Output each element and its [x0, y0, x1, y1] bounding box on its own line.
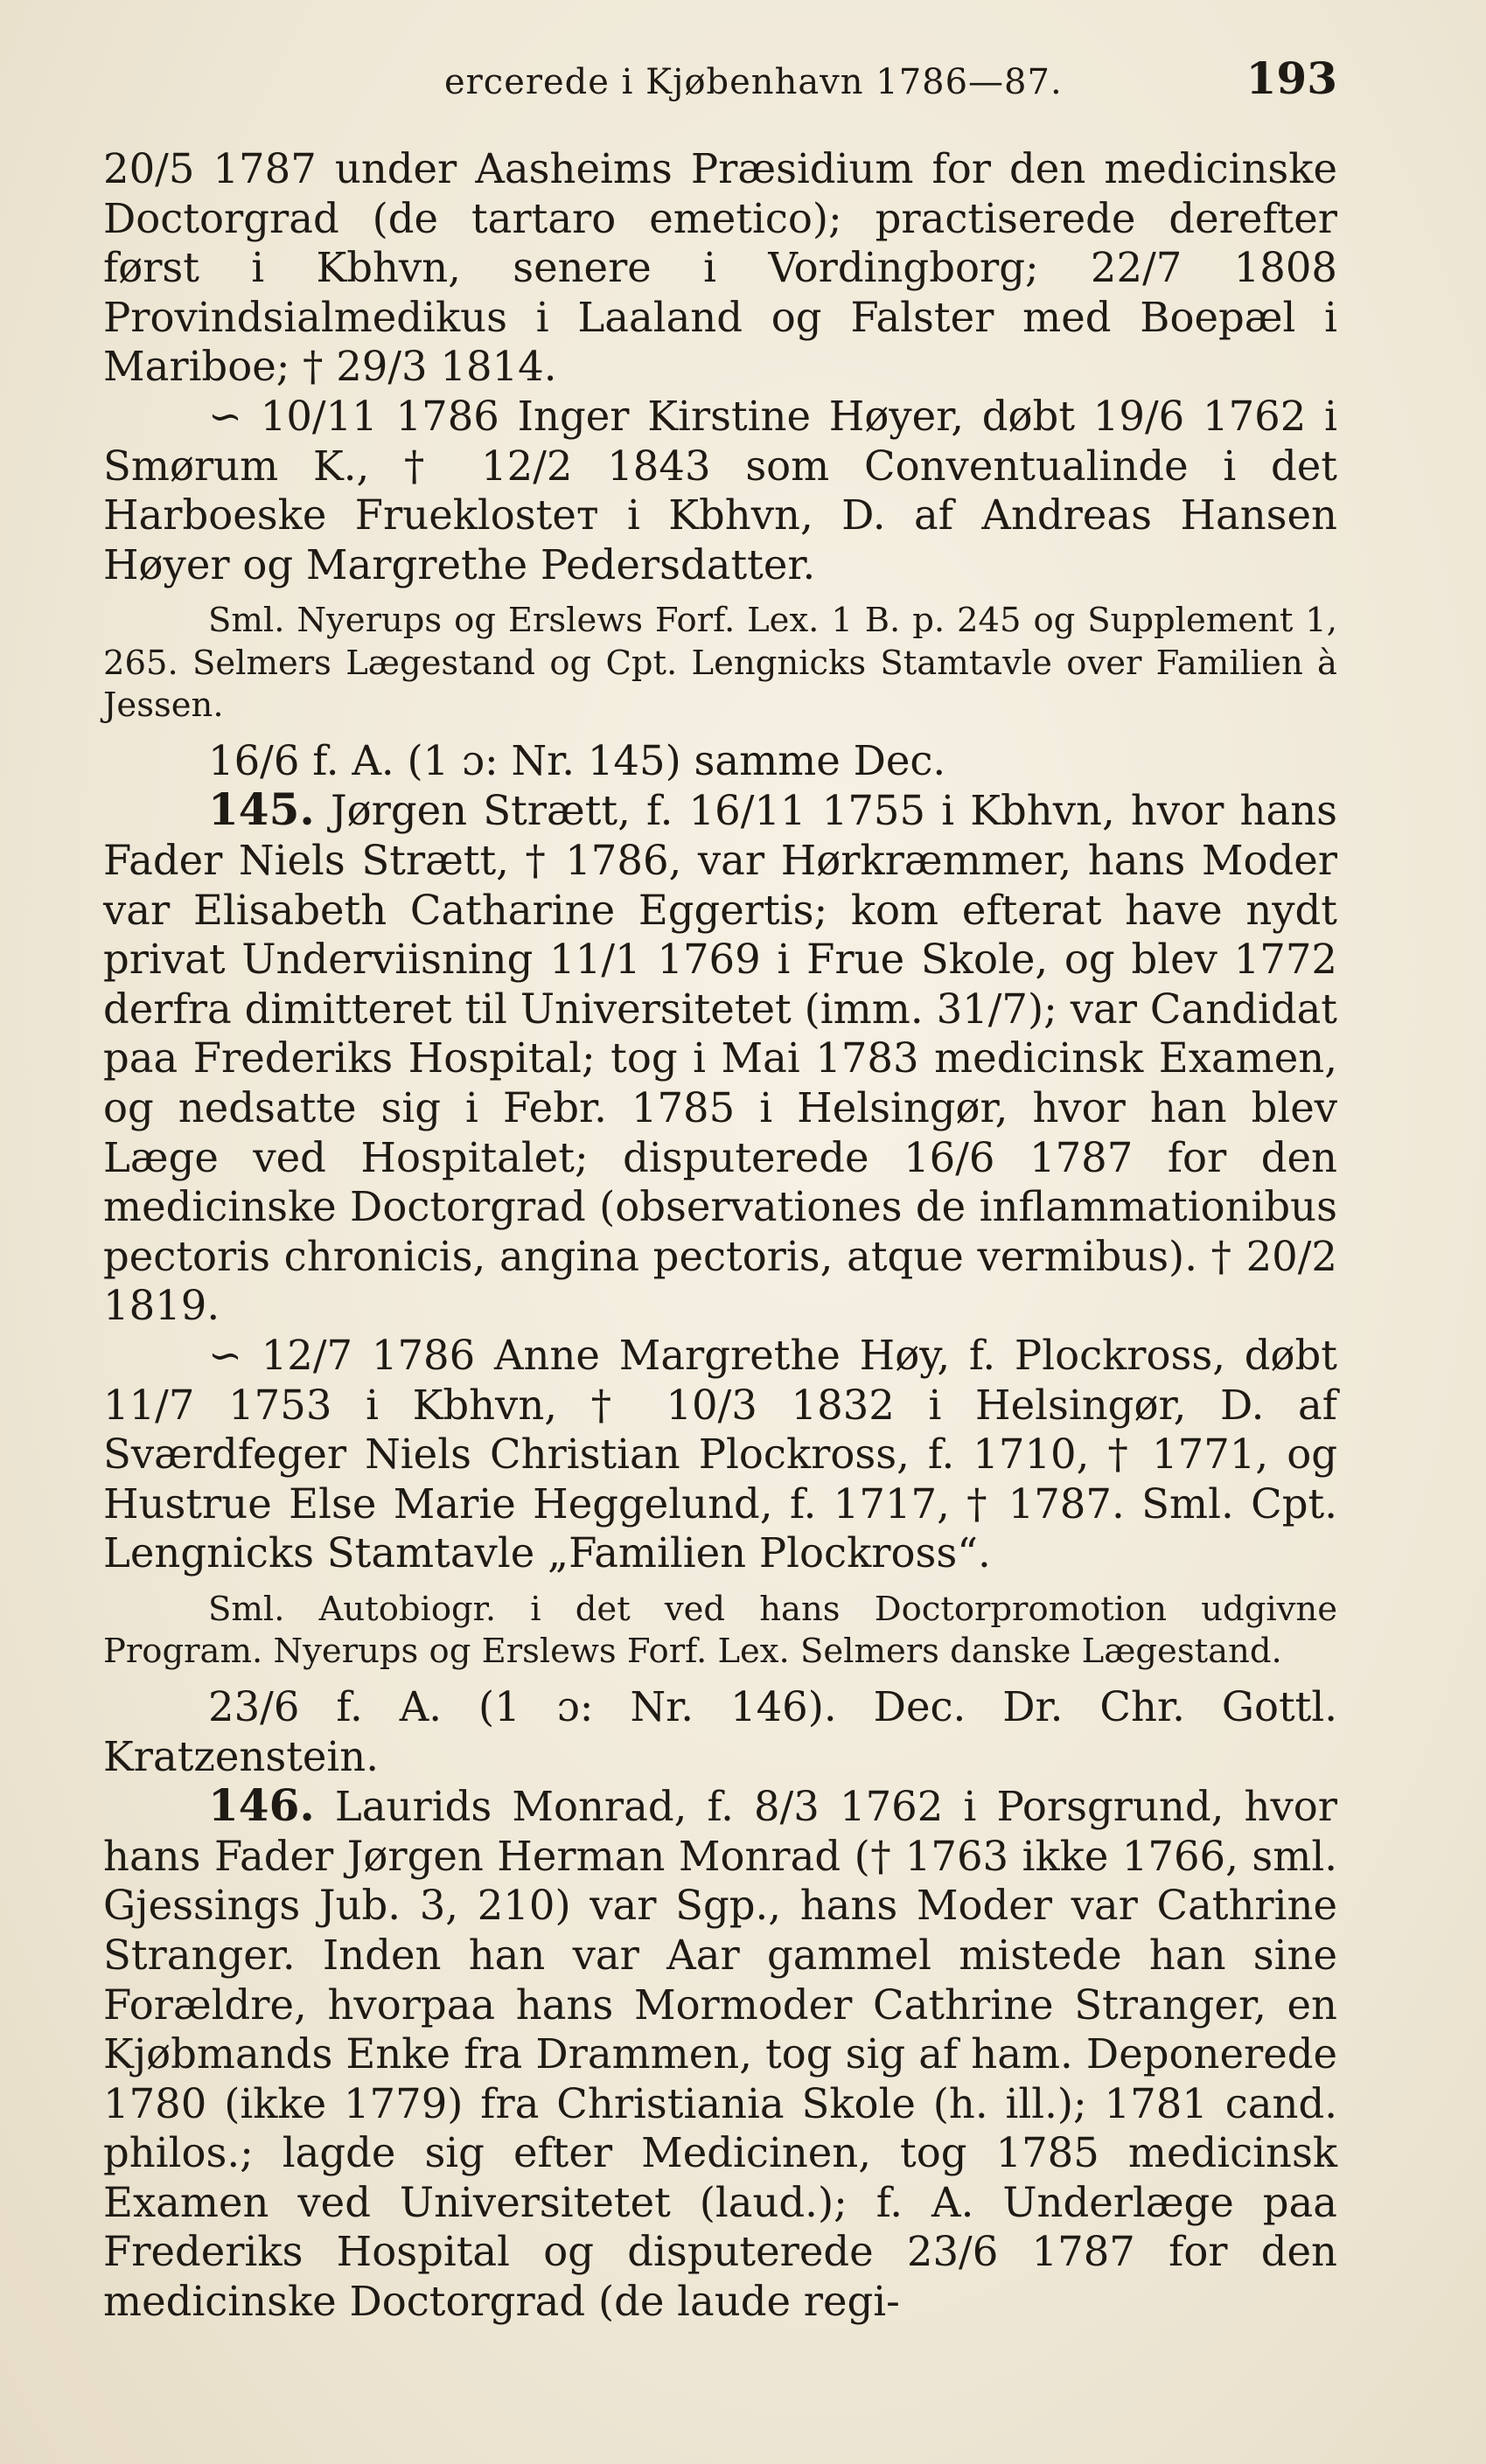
running-title: ercerede i Kjøbenhavn 1786—87. — [444, 62, 1063, 102]
running-head — [444, 52, 1337, 104]
paragraph-date-146: 23/6 f. A. (1 ɔ: Nr. 146). Dec. Dr. Chr. Gottl. Kratzenstein. — [103, 1682, 1337, 1780]
entry-number-145: 145. — [208, 783, 315, 836]
entry-number-146: 146. — [208, 1779, 315, 1832]
page-number: 193 — [1245, 52, 1337, 104]
paragraph-continuation: 20/5 1787 under Aasheims Præsidium for den medicinske Doctorgrad (de tartaro emetico); practiserede derefter først i Kbhvn, senere i Vordingborg; 22/7 1808 Provindsialmedikus i Laaland og Falster med Boepæl i Mariboe; † 29/3 1814. — [103, 145, 1337, 391]
paragraph-sources-2: Sml. Autobiogr. i det ved hans Doctorpromotion udgivne Program. Nyerups og Erslews Forf. Lex. Selmers danske Lægestand. — [103, 1589, 1337, 1672]
paragraph-sources-1: Sml. Nyerups og Erslews Forf. Lex. 1 B. p. 245 og Supplement 1, 265. Selmers Lægestand og Cpt. Lengnicks Stamtavle over Familien à Jessen. — [103, 601, 1337, 726]
paragraph-marriage-1: ∽ 10/11 1786 Inger Kirstine Høyer, døbt 19/6 1762 i Smørum K., † 12/2 1843 som Conventualinde i det Harboeske Frueklostет i Kbhvn, D. af Andreas Hansen Høyer og Margrethe Pedersdatter. — [103, 392, 1337, 588]
paragraph-date-145: 16/6 f. A. (1 ɔ: Nr. 145) samme Dec. — [208, 736, 946, 784]
entry-145 — [103, 785, 1337, 1331]
entry-145-text: Jørgen Strætt, f. 16/11 1755 i Kbhvn, hvor hans Fader Niels Strætt, † 1786, var Hørkræmmer, hans Moder var Elisabeth Catharine Eggertis; kom efterat have nydt privat Underviisning 11/1 1769 i Frue Skole, og blev 1772 derfra dimitteret til Universitetet (imm. 31/7); var Candidat paa Frederiks Hospital; tog i Mai 1783 medicinsk Examen, og nedsatte sig i Febr. 1785 i Helsingør, hvor han blev Læge ved Hospitalet; disputerede 16/6 1787 for den medicinske Doctorgrad (observationes de inflammationibus pectoris chronicis, angina pectoris, atque vermibus). † 20/2 1819. — [103, 787, 1338, 1330]
entry-146-text: Laurids Monrad, f. 8/3 1762 i Porsgrund, hvor hans Fader Jørgen Herman Monrad († 1763 ikke 1766, sml. Gjessings Jub. 3, 210) var Sgp., hans Moder var Cathrine Stranger. Inden han var Aar gammel mistede han sine Forældre, hvorpaa hans Mormoder Cathrine Stranger, en Kjøbmands Enke fra Drammen, tog sig af ham. Deponerede 1780 (ikke 1779) fra Christiania Skole (h. ill.); 1781 cand. philos.; lagde sig efter Medicinen, tog 1785 medicinsk Examen ved Universitetet (laud.); f. A. Underlæge paa Frederiks Hospital og disputerede 23/6 1787 for den medicinske Doctorgrad (de laude regi- — [103, 1783, 1337, 2326]
paragraph-marriage-2: ∽ 12/7 1786 Anne Margrethe Høy, f. Plockross, døbt 11/7 1753 i Kbhvn, † 10/3 1832 i Helsingør, D. af Sværdfeger Niels Christian Plockross, f. 1710, † 1771, og Hustrue Else Marie Heggelund, f. 1717, † 1787. Sml. Cpt. Lengnicks Stamtavle „Familien Plockross“. — [103, 1331, 1337, 1577]
entry-146 — [103, 1781, 1337, 2327]
